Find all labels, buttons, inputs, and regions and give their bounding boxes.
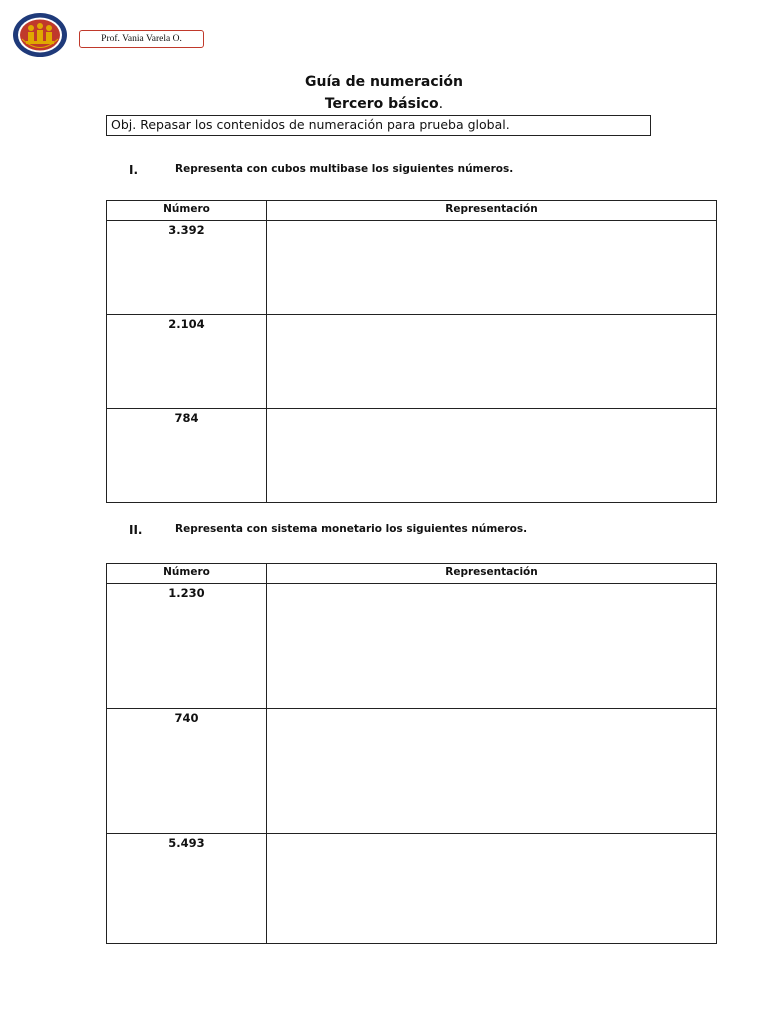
column-header-number: Número <box>107 564 267 584</box>
table-row <box>107 221 717 315</box>
document-subtitle <box>0 96 768 112</box>
representation-cell[interactable] <box>267 709 717 834</box>
number-cell: 784 <box>107 409 267 503</box>
teacher-name: Prof. Vania Varela O. <box>101 34 182 44</box>
table-header-row <box>107 201 717 221</box>
representation-cell[interactable] <box>267 221 717 315</box>
representation-cell[interactable] <box>267 315 717 409</box>
document-title <box>0 74 768 90</box>
representation-cell[interactable] <box>267 409 717 503</box>
section-1-number: I. <box>129 163 139 177</box>
title-line-1: Guía de numeración <box>304 74 464 90</box>
column-header-number: Número <box>107 201 267 221</box>
number-cell: 2.104 <box>107 315 267 409</box>
table-row <box>107 834 717 944</box>
representation-cell[interactable] <box>267 834 717 944</box>
table-row <box>107 409 717 503</box>
section-2-heading <box>129 523 527 537</box>
section-1-instruction: Representa con cubos multibase los siguientes números. <box>175 163 514 175</box>
number-cell: 5.493 <box>107 834 267 944</box>
table-row <box>107 709 717 834</box>
school-logo <box>12 12 68 58</box>
table-header-row <box>107 564 717 584</box>
section-1-table <box>106 200 717 503</box>
teacher-name-box <box>79 30 204 48</box>
title-line-2: Tercero básico <box>324 96 439 112</box>
table-row <box>107 315 717 409</box>
objective-box <box>106 115 651 136</box>
section-1-heading <box>129 163 513 177</box>
table-row <box>107 584 717 709</box>
column-header-representation: Representación <box>267 564 717 584</box>
objective-text: Obj. Repasar los contenidos de numeración para prueba global. <box>111 117 510 132</box>
section-2-number: II. <box>129 523 143 537</box>
section-2-table <box>106 563 717 944</box>
section-2-instruction: Representa con sistema monetario los siguientes números. <box>175 523 528 535</box>
title-period: . <box>438 96 444 112</box>
representation-cell[interactable] <box>267 584 717 709</box>
column-header-representation: Representación <box>267 201 717 221</box>
number-cell: 3.392 <box>107 221 267 315</box>
number-cell: 740 <box>107 709 267 834</box>
number-cell: 1.230 <box>107 584 267 709</box>
